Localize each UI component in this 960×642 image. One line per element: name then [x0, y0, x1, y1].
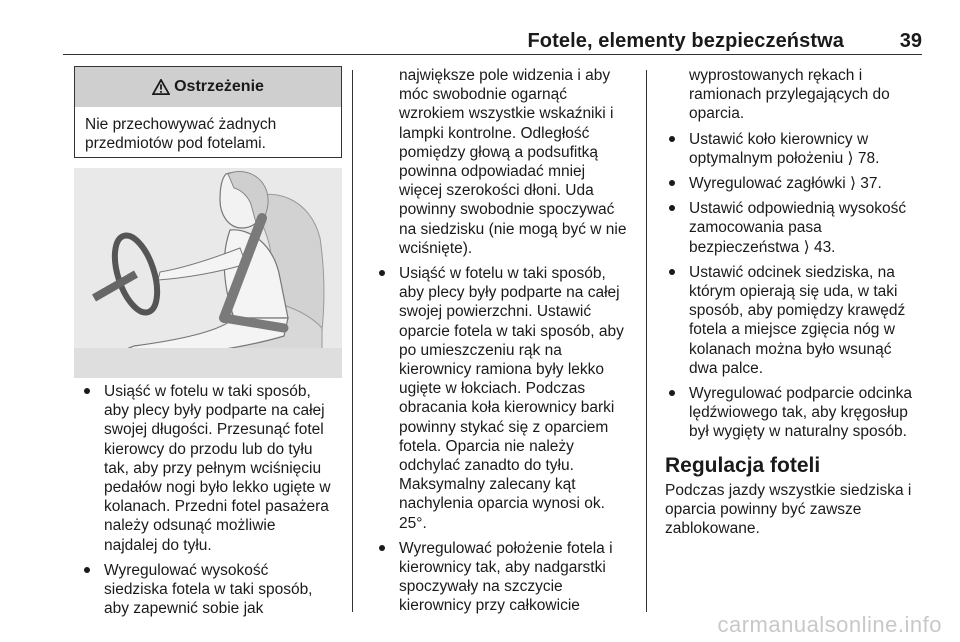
text-line: był wygięty w naturalny sposób. [689, 423, 907, 441]
warning-line: Nie przechowywać żadnych [85, 116, 277, 133]
column-divider [352, 70, 353, 612]
warning-triangle-icon [152, 79, 170, 95]
text-line: kolanach można było wsunąć [689, 340, 892, 358]
text-line: Ustawić odcinek siedziska, na [689, 263, 895, 281]
text-column-3 [665, 66, 930, 538]
text-line: fotela. Oparcia nie należy [399, 437, 574, 455]
text-line: aby plecy były podparte na całej [104, 402, 325, 420]
text-line: powinny swobodnie spoczywać [399, 201, 615, 219]
text-line: którym opierają się uda, w taki [689, 283, 898, 301]
column-divider [646, 70, 647, 612]
text-line: oparcia powinny być zawsze [665, 501, 862, 519]
text-line: Wyregulować położenie fotela i [399, 539, 613, 557]
list-item [665, 263, 930, 378]
text-line: móc swobodnie ogarnąć [399, 86, 568, 104]
list-item [80, 561, 350, 619]
text-line: powinny stykać się z oparciem [399, 418, 609, 436]
text-line: ramionach przylegających do [689, 86, 890, 104]
text-line: największe pole widzenia i aby [399, 67, 611, 84]
text-column-2 [375, 66, 637, 622]
text-line: Wyregulować wysokość [104, 561, 269, 579]
text-line: na siedzisku (nie mogą być w nie [399, 220, 627, 238]
text-line: odchylać zanadto do tyłu. [399, 457, 574, 475]
driver-seat-illustration [74, 168, 342, 378]
warning-line: przedmiotów pod fotelami. [85, 135, 266, 152]
text-line: kierowcy do przodu lub do tyłu [104, 440, 313, 458]
text-line: kolanach. Przedni fotel pasażera [104, 498, 329, 516]
list-item [665, 130, 930, 168]
text-column-1 [80, 382, 350, 624]
text-line: oparcie fotela w taki sposób, aby [399, 322, 624, 340]
list-item [80, 382, 350, 555]
text-line: wyprostowanych rękach i [689, 67, 863, 84]
text-line: aby plecy były podparte na całej [399, 284, 620, 302]
page-number: 39 [899, 30, 922, 52]
text-line: zamocowania pasa [689, 219, 822, 237]
text-line: lędźwiowego tak, aby kręgosłup [689, 404, 908, 422]
text-line: kierownicy przy całkowicie [399, 597, 580, 615]
text-line: sposób, aby pomiędzy krawędź [689, 302, 906, 320]
list-item [665, 199, 930, 257]
list-item [375, 539, 637, 616]
page-header-title: Fotele, elementy bezpieczeństwa [527, 30, 844, 52]
text-line: nachylenia oparcia wynosi ok. [399, 495, 605, 513]
text-line: kierownicy tak, aby nadgarstki [399, 559, 606, 577]
text-line: powinna odpowiadać mniej [399, 163, 586, 181]
section-heading: Regulacja foteli [665, 453, 821, 477]
text-line: fotela a miejsce zgięcia nóg w [689, 321, 895, 339]
list-item-continuation [375, 66, 637, 258]
list-item [665, 174, 930, 193]
watermark: carmanualsonline.info [717, 612, 942, 637]
warning-text [75, 107, 341, 161]
text-line: 25°. [399, 514, 427, 532]
text-line: ugięte w łokciach. Podczas [399, 380, 586, 398]
list-item-continuation [665, 66, 930, 124]
text-line: spoczywały na szczycie [399, 578, 563, 596]
text-line: kierownicy ramiona były lekko [399, 361, 605, 379]
text-line: dwa palce. [689, 359, 764, 377]
header-rule [63, 54, 922, 55]
text-line: obracania koła kierownicy barki [399, 399, 615, 417]
text-line: pomiędzy głową a podsufitką [399, 143, 599, 161]
text-line: więcej szerokości dłoni. Uda [399, 182, 594, 200]
text-line: Usiąść w fotelu w taki sposób, [104, 383, 311, 400]
text-line: Maksymalny zalecany kąt [399, 476, 576, 494]
text-line: lampki kontrolne. Odległość [399, 124, 590, 142]
list-item [665, 384, 930, 442]
text-line: wzrokiem wszystkie wskaźniki i [399, 105, 614, 123]
cross-reference-link[interactable]: optymalnym położeniu ⟩ 78. [689, 149, 880, 167]
warning-box [74, 66, 342, 158]
text-line: aby zapewnić sobie jak [104, 600, 264, 618]
warning-title: Ostrzeżenie [174, 78, 264, 95]
text-line: swojej długości. Przesunąć fotel [104, 421, 324, 439]
text-line: Podczas jazdy wszystkie siedziska i [665, 481, 912, 499]
text-line: po umieszczeniu rąk na [399, 341, 562, 359]
cross-reference-link[interactable]: bezpieczeństwa ⟩ 43. [689, 238, 836, 256]
text-line: pedałów nogi było lekko ugięte w [104, 479, 331, 497]
text-line: Usiąść w fotelu w taki sposób, [399, 265, 606, 283]
text-line: Wyregulować podparcie odcinka [689, 385, 913, 403]
cross-reference-link[interactable]: Wyregulować zagłówki ⟩ 37. [689, 175, 882, 193]
text-line: Ustawić koło kierownicy w [689, 130, 869, 148]
list-item [375, 264, 637, 533]
text-line: zablokowane. [665, 520, 760, 538]
text-line: Ustawić odpowiednią wysokość [689, 200, 907, 218]
text-line: należy odsunąć możliwie [104, 517, 276, 535]
text-line: wciśnięte). [399, 239, 473, 257]
text-line: oparcia. [689, 105, 745, 123]
warning-header [75, 67, 341, 107]
text-line: najdalej do tyłu. [104, 536, 212, 554]
text-line: tak, aby przy pełnym wciśnięciu [104, 459, 322, 477]
text-line: swojej powierzchni. Ustawić [399, 303, 592, 321]
text-line: siedziska fotela w taki sposób, [104, 581, 313, 599]
